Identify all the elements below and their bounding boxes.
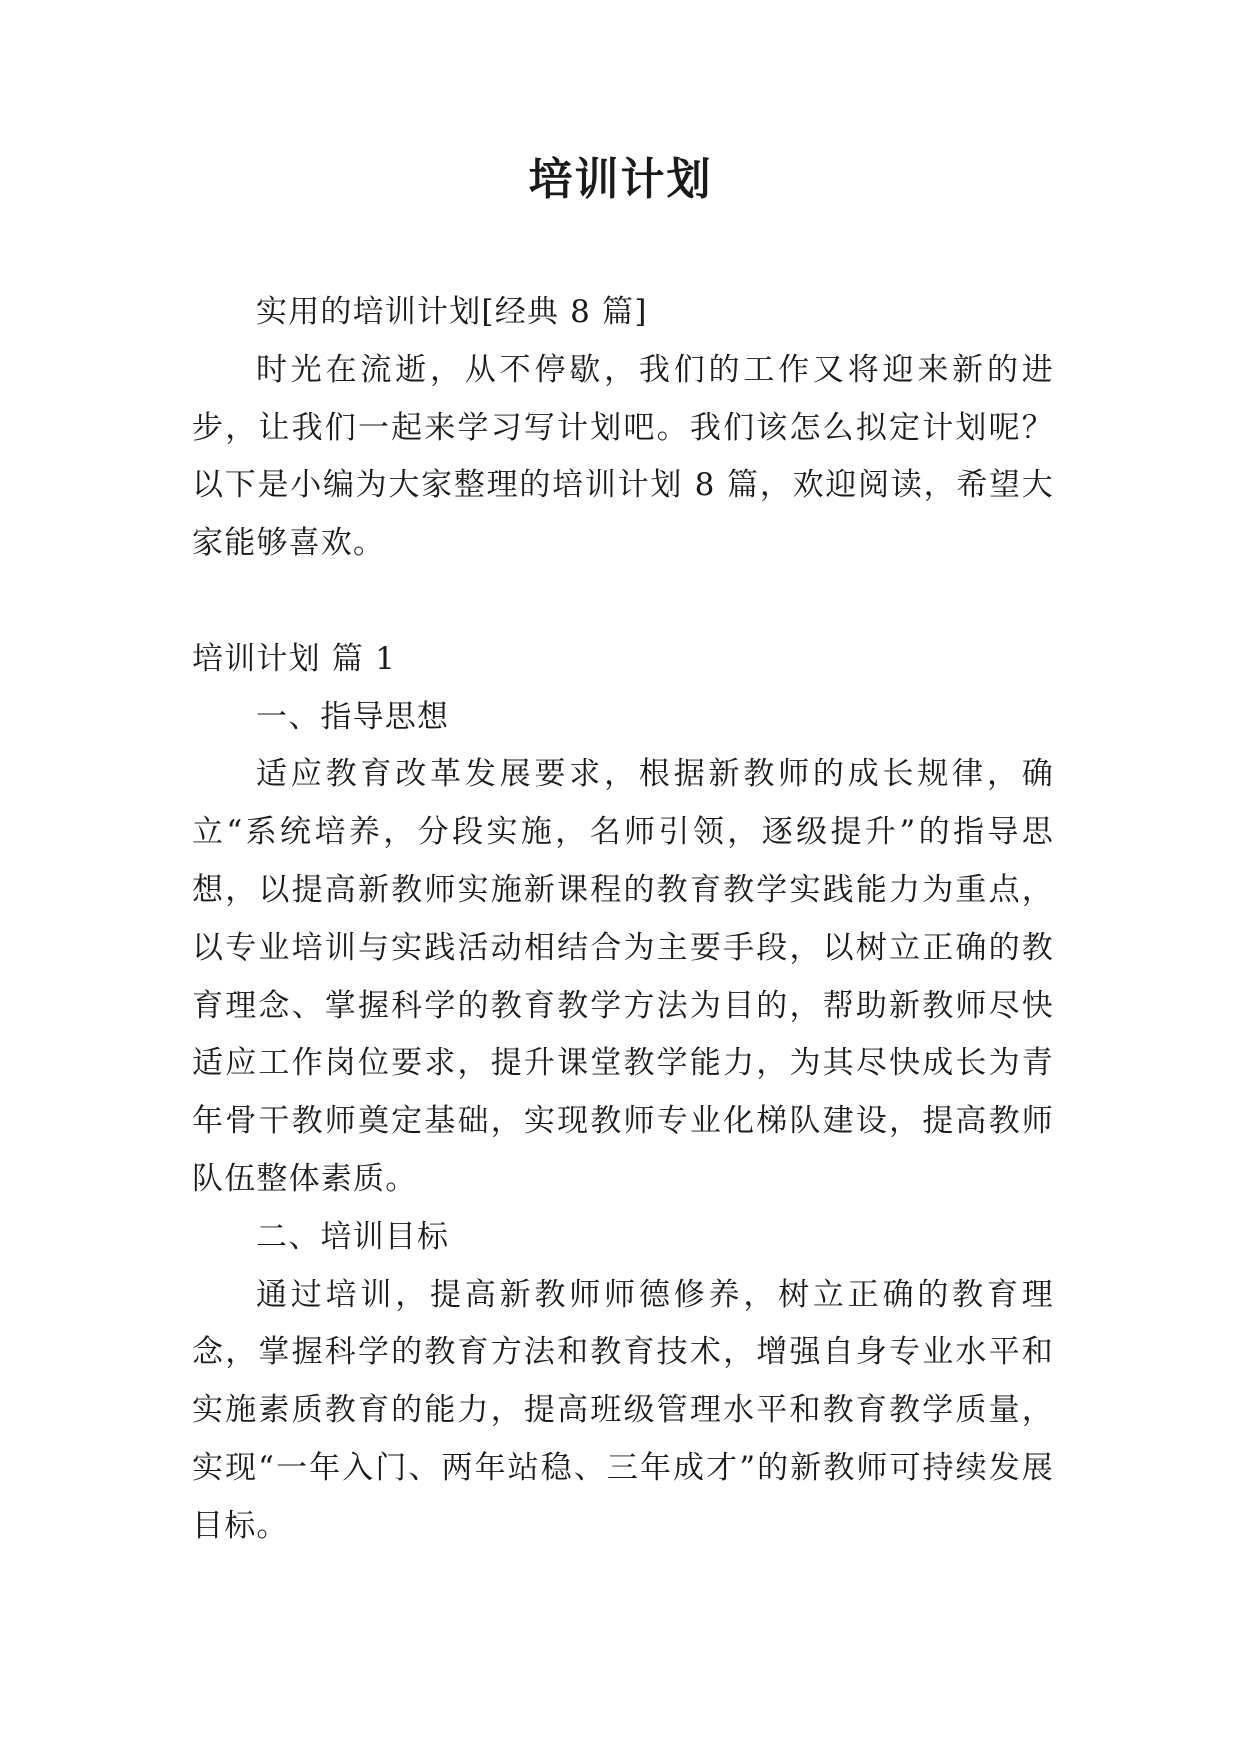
document-body bbox=[192, 284, 1054, 1556]
section-heading: 培训计划 篇 1 bbox=[192, 640, 397, 677]
intro-paragraph: 时光在流逝，从不停歇，我们的工作又将迎来新的进步，让我们一起来学习写计划吧。我们该怎么拟定计划呢？以下是小编为大家整理的培训计划 8 篇，欢迎阅读，希望大家能够喜欢。 bbox=[192, 351, 1054, 562]
document-title: 培训计划 bbox=[528, 154, 713, 205]
document-subtitle: 实用的培训计划[经典 8 篇] bbox=[256, 294, 648, 330]
part2-paragraph: 通过培训，提高新教师师德修养，树立正确的教育理念，掌握科学的教育方法和教育技术，增强自身专业水平和实施素质教育的能力，提高班级管理水平和教育教学质量，实现“一年入门、两年站稳、三年成才”的新教师可持续发展目标。 bbox=[192, 1276, 1054, 1544]
part1-paragraph: 适应教育改革发展要求，根据新教师的成长规律，确立“系统培养，分段实施，名师引领，逐级提升”的指导思想，以提高新教师实施新课程的教育教学实践能力为重点，以专业培训与实践活动相结合为主要手段，以树立正确的教育理念、掌握科学的教育教学方法为目的，帮助新教师尽快适应工作岗位要求，提升课堂教学能力，为其尽快成长为青年骨干教师奠定基础，实现教师专业化梯队建设，提高教师队伍整体素质。 bbox=[192, 756, 1054, 1197]
part2-heading: 二、培训目标 bbox=[256, 1218, 450, 1255]
spacer bbox=[192, 573, 1054, 631]
part1-heading: 一、指导思想 bbox=[256, 698, 450, 735]
